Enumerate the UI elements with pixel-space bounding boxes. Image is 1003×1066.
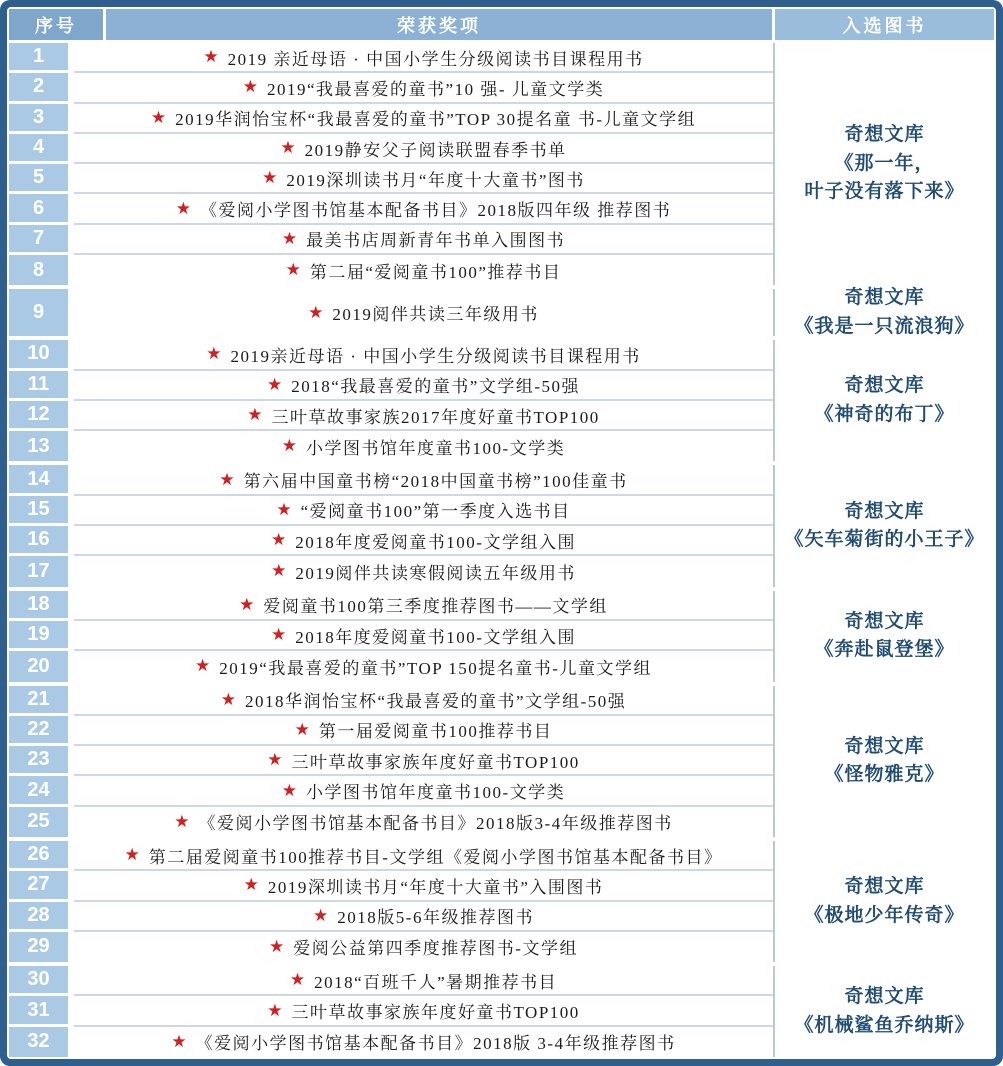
award-cell [74,746,773,776]
star-icon: ★ [267,1000,283,1021]
book-series: 奇想文库 [844,500,925,522]
book-series: 奇想文库 [844,287,925,309]
row-index: 13 [9,431,68,461]
award-text: 2019华润怡宝杯“我最喜爱的童书”TOP 30提名童 书-儿童文学组 [175,110,697,130]
table-row [9,746,773,776]
star-icon: ★ [171,1031,187,1052]
row-index: 2 [9,73,68,100]
row-index: 22 [9,716,68,743]
table-row [9,841,773,871]
table-row [9,104,773,134]
award-cell [74,651,773,681]
award-cell [74,401,773,431]
row-index: 25 [9,807,68,837]
award-rows [9,43,773,285]
table-inner [7,7,996,1059]
table-row [9,401,773,431]
row-index: 32 [9,1027,68,1057]
award-cell [74,43,773,73]
star-icon: ★ [289,970,306,991]
award-text: 2018“百班千人”暑期推荐书目 [314,972,558,992]
award-text: 小学图书馆年度童书100-文学类 [306,783,566,803]
row-index: 18 [9,591,68,618]
row-index: 11 [9,371,68,398]
book-cell [773,465,994,586]
star-icon: ★ [220,689,236,710]
table-body [9,43,994,1057]
award-cell [74,465,773,495]
award-cell [74,104,773,134]
award-rows [9,465,773,586]
row-index: 10 [9,340,68,367]
award-cell [74,73,773,103]
book-cell [773,43,994,285]
book-title-line: 《矢车菊街的小王子》 [784,529,985,551]
row-index: 8 [9,255,68,285]
award-rows [9,841,773,962]
award-text: 2018年度爱阅童书100-文学组入围 [295,532,576,552]
book-group [9,340,994,461]
row-index: 19 [9,621,68,648]
book-title-line: 《机械鲨鱼乔纳斯》 [794,1014,975,1036]
star-icon: ★ [308,302,324,323]
star-icon: ★ [313,905,329,926]
table-row [9,526,773,556]
award-cell [74,591,773,621]
award-text: 2019深圳读书月“年度十大童书”图书 [286,170,585,190]
star-icon: ★ [280,138,296,159]
award-text: 2018版5-6年级推荐图书 [337,908,534,928]
award-text: 三叶草故事家族年度好童书TOP100 [291,1003,580,1023]
award-cell [74,134,773,164]
star-icon: ★ [269,936,285,957]
star-icon: ★ [281,228,298,249]
book-title-line: 《神奇的布丁》 [814,403,955,425]
award-text: 三叶草故事家族2017年度好童书TOP100 [271,407,600,427]
table-row [9,591,773,621]
award-rows [9,289,773,336]
award-cell [74,225,773,255]
row-index: 31 [9,996,68,1023]
award-cell [74,164,773,194]
award-text: 三叶草故事家族年度好童书TOP100 [291,752,580,772]
award-text: 2019“我最喜爱的童书”TOP 150提名童书-儿童文学组 [219,658,652,678]
star-icon: ★ [285,260,301,281]
book-cell [773,591,994,682]
table-row [9,932,773,962]
column-header-awards: 荣获奖项 [106,9,772,40]
award-cell [74,966,773,996]
star-icon: ★ [281,780,298,801]
row-index: 30 [9,966,68,993]
book-group [9,289,994,336]
award-text: 2019 亲近母语 · 中国小学生分级阅读书目课程用书 [227,49,644,69]
row-index: 20 [9,651,68,681]
book-title-line: 《我是一只流浪狗》 [794,315,975,337]
table-row [9,164,773,194]
table-row [9,621,773,651]
award-text: 小学图书馆年度童书100-文学类 [306,438,566,458]
award-text: 2019深圳读书月“年度十大童书”入围图书 [267,877,604,897]
book-cell [773,841,994,962]
table-row [9,556,773,586]
star-icon: ★ [281,436,298,457]
row-index: 6 [9,194,68,221]
table-row [9,902,773,932]
table-row [9,225,773,255]
award-cell [74,621,773,651]
book-series: 奇想文库 [844,735,925,757]
table-row [9,871,773,901]
award-cell [74,371,773,401]
award-cell [74,431,773,461]
award-text: 2019阅伴共读三年级用书 [332,305,539,325]
star-icon: ★ [239,594,255,615]
row-index: 12 [9,401,68,428]
book-series: 奇想文库 [844,610,925,632]
star-icon: ★ [124,845,140,866]
award-cell [74,340,773,370]
star-icon: ★ [243,875,259,896]
award-text: 《爱阅小学图书馆基本配备书目》2018版3-4年级推荐图书 [198,814,673,834]
award-cell [74,496,773,526]
star-icon: ★ [247,405,263,426]
row-index: 17 [9,556,68,586]
award-text: 2018华润怡宝杯“我最喜爱的童书”文学组-50强 [244,692,627,712]
star-icon: ★ [271,625,287,646]
award-text: 2019“我最喜爱的童书”10 强- 儿童文学类 [266,79,605,99]
table-row [9,43,773,73]
book-cell [773,966,994,1057]
row-index: 15 [9,496,68,523]
row-index: 26 [9,841,68,868]
table-row [9,807,773,837]
award-text: 2019亲近母语 · 中国小学生分级阅读书目课程用书 [230,346,641,366]
award-cell [74,841,773,871]
award-cell [74,289,773,336]
book-title-line: 《那一年， [834,152,935,174]
table-row [9,1027,773,1057]
row-index: 9 [9,289,68,336]
award-cell [74,807,773,837]
row-index: 1 [9,43,68,70]
book-cell [773,340,994,461]
book-title-line: 《怪物雅克》 [824,764,945,786]
award-text: 《爱阅小学图书馆基本配备书目》2018版四年级 推荐图书 [200,201,672,221]
star-icon: ★ [294,719,310,740]
award-cell [74,686,773,716]
star-icon: ★ [195,656,211,677]
row-index: 27 [9,871,68,898]
star-icon: ★ [276,499,292,520]
column-header-index: 序号 [9,9,103,40]
row-index: 28 [9,902,68,929]
award-cell [74,1027,773,1057]
book-series: 奇想文库 [844,876,925,898]
row-index: 21 [9,686,68,713]
star-icon: ★ [174,811,190,832]
table-row [9,465,773,495]
award-cell [74,871,773,901]
table-row [9,73,773,103]
award-rows [9,591,773,682]
book-group [9,686,994,837]
book-series: 奇想文库 [844,375,925,397]
table-row [9,255,773,285]
award-cell [74,526,773,556]
book-series: 奇想文库 [844,986,925,1008]
table-row [9,134,773,164]
star-icon: ★ [262,168,278,189]
award-text: 爱阅公益第四季度推荐图书-文学组 [293,939,578,959]
award-text: 第二届“爱阅童书100”推荐书目 [309,262,562,282]
book-group [9,966,994,1057]
book-cell [773,686,994,837]
award-text: 第六届中国童书榜“2018中国童书榜”100佳童书 [243,472,628,492]
row-index: 14 [9,465,68,492]
table-row [9,966,773,996]
table-row [9,651,773,681]
table-row [9,776,773,806]
star-icon: ★ [266,374,283,395]
award-cell [74,194,773,224]
award-text: 2018“我最喜爱的童书”文学组-50强 [291,377,580,397]
award-text: 2019阅伴共读寒假阅读五年级用书 [295,563,576,583]
star-icon: ★ [219,469,235,490]
row-index: 23 [9,746,68,773]
award-cell [74,902,773,932]
row-index: 29 [9,932,68,962]
row-index: 3 [9,104,68,131]
row-index: 4 [9,134,68,161]
table-row [9,431,773,461]
table-row [9,996,773,1026]
star-icon: ★ [271,561,287,582]
table-row [9,289,773,336]
row-index: 7 [9,225,68,252]
award-text: 2018年度爱阅童书100-文学组入围 [295,627,576,647]
book-title-line: 叶子没有落下来》 [804,181,965,203]
award-cell [74,255,773,285]
award-text: “爱阅童书100”第一季度入选书目 [300,502,571,522]
award-cell [74,932,773,962]
book-group [9,43,994,285]
row-index: 5 [9,164,68,191]
award-text: 第二届爱阅童书100推荐书目-文学组《爱阅小学图书馆基本配备书目》 [148,847,723,867]
column-header-books: 入选图书 [775,9,994,40]
star-icon: ★ [150,107,167,128]
row-index: 16 [9,526,68,553]
star-icon: ★ [271,530,287,551]
award-rows [9,686,773,837]
table-row [9,340,773,370]
award-text: 爱阅童书100第三季度推荐图书——文学组 [263,597,608,617]
table-row [9,496,773,526]
star-icon: ★ [203,47,219,68]
book-title-line: 《极地少年传奇》 [804,904,965,926]
star-icon: ★ [242,77,258,98]
table-row [9,686,773,716]
award-cell [74,776,773,806]
award-cell [74,716,773,746]
award-cell [74,996,773,1026]
star-icon: ★ [206,344,222,365]
award-text: 《爱阅小学图书馆基本配备书目》2018版 3-4年级推荐图书 [195,1034,676,1054]
award-rows [9,966,773,1057]
award-rows [9,340,773,461]
award-text: 第一届爱阅童书100推荐书目 [318,722,553,742]
star-icon: ★ [175,198,191,219]
table-row [9,371,773,401]
book-series: 奇想文库 [844,124,925,146]
award-text: 2019静安父子阅读联盟春季书单 [304,140,567,160]
book-group [9,591,994,682]
award-cell [74,556,773,586]
book-group [9,465,994,586]
table-header-row [9,9,994,40]
table-row [9,194,773,224]
star-icon: ★ [267,750,283,771]
book-cell [773,289,994,336]
row-index: 24 [9,776,68,803]
award-text: 最美书店周新青年书单入围图书 [306,231,566,251]
table-row [9,716,773,746]
book-group [9,841,994,962]
book-title-line: 《奔赴鼠登堡》 [814,639,955,661]
